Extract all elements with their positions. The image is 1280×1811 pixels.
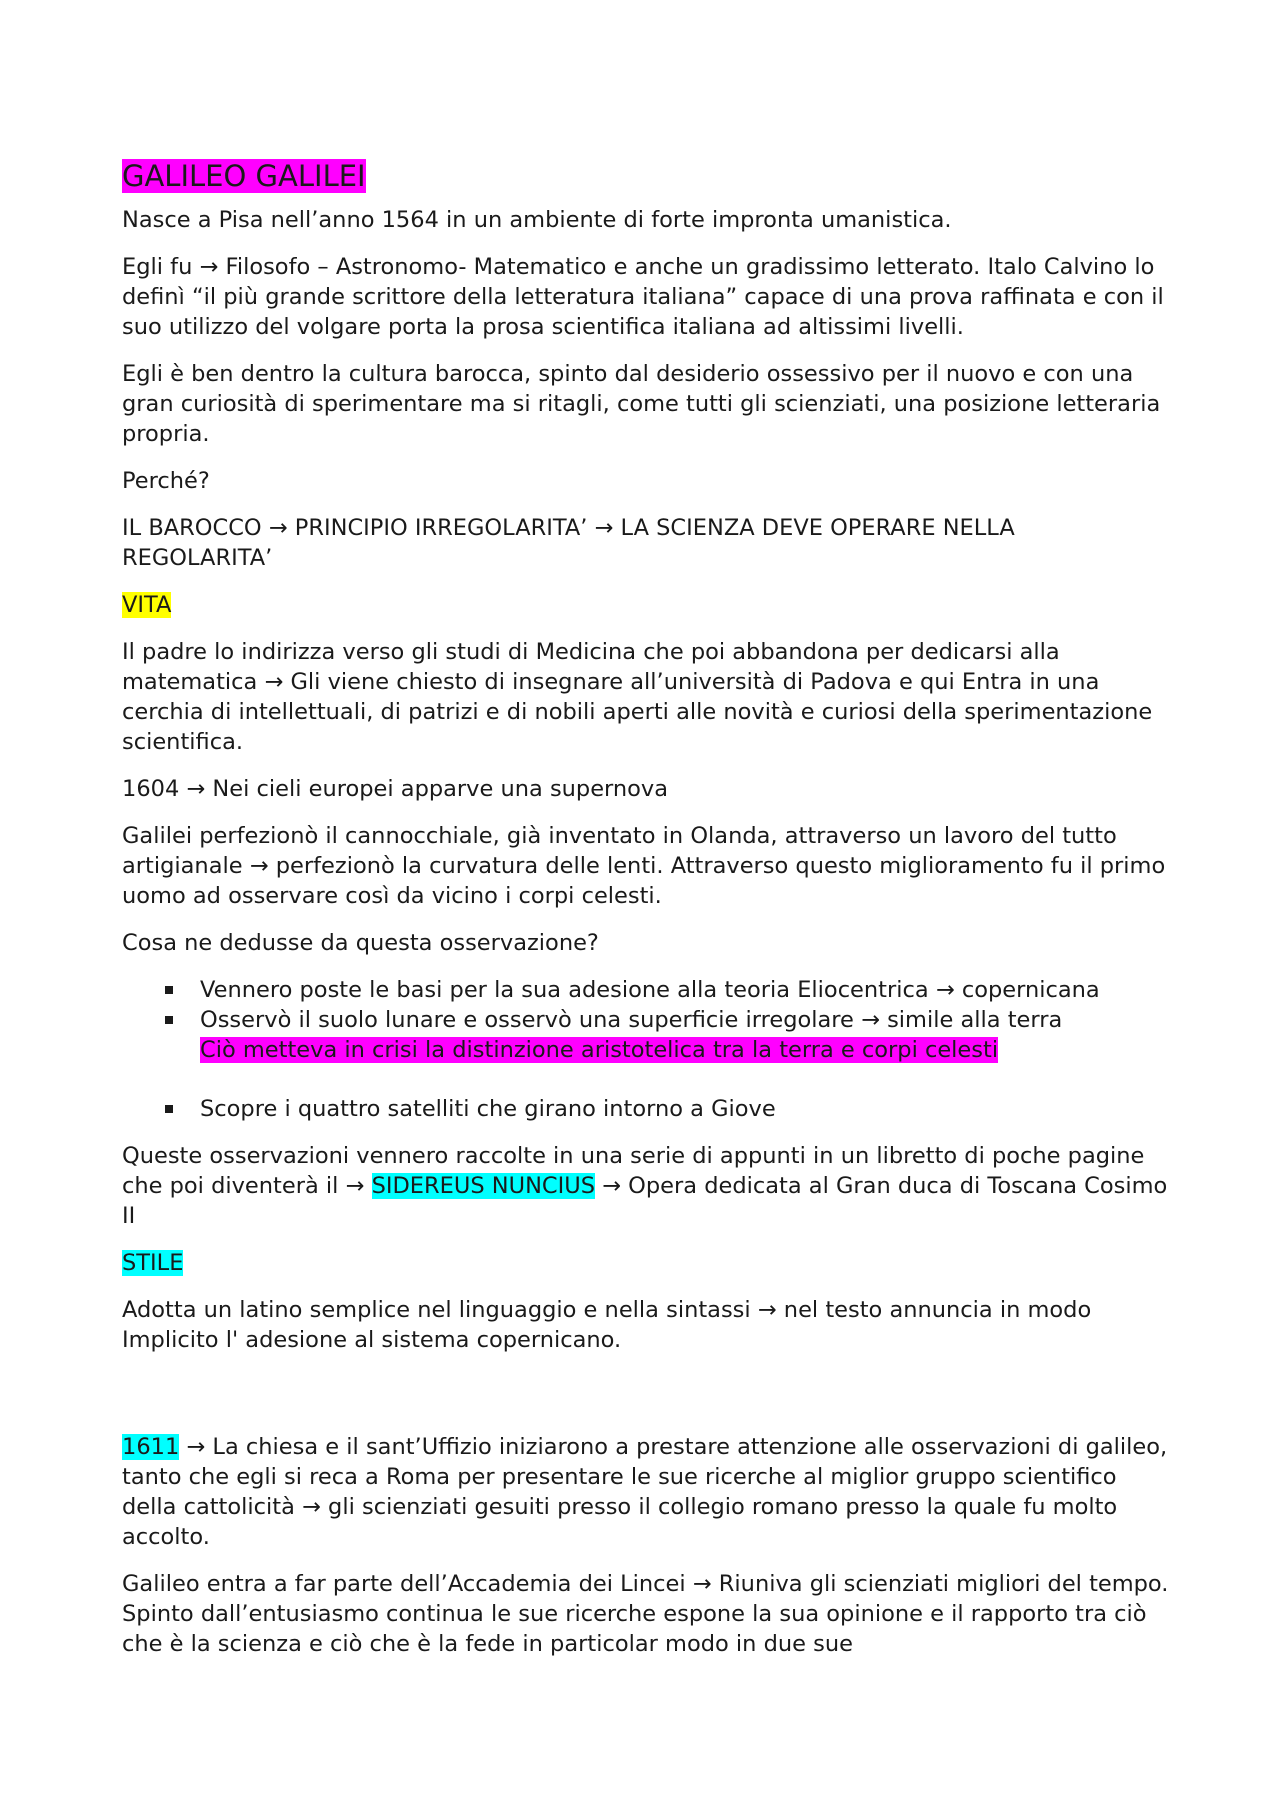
- text-segment: Nei cieli europei apparve una supernova: [205, 776, 669, 802]
- vita-highlight: VITA: [122, 592, 172, 618]
- text-segment: La chiesa e il sant’Uffizio iniziarono a prestare attenzione alle osservazioni di galileo, tanto che egli si reca a Roma per presentare le sue ricerche al miglior gruppo scientifico della cattolicità: [122, 1434, 1168, 1520]
- section-heading-stile: [122, 1248, 1172, 1278]
- text-segment: Opera dedicata al Gran duca di Toscana Cosimo II: [122, 1173, 1168, 1229]
- arrow-right-icon: →: [264, 669, 284, 695]
- observations-list: [122, 975, 1172, 1124]
- text-segment: PRINCIPIO IRREGOLARITA’: [287, 515, 595, 541]
- text-segment: perfezionò la curvatura delle lenti. Attraverso questo miglioramento fu il primo uomo ad osservare così da vicino i corpi celesti.: [122, 853, 1166, 909]
- list-spacer: [122, 1065, 1172, 1094]
- paragraph-birth: Nasce a Pisa nell’anno 1564 in un ambiente di forte impronta umanistica.: [122, 207, 952, 233]
- document-title: [122, 156, 1172, 196]
- paragraph-supernova: [122, 774, 1172, 804]
- text-segment: Scopre i quattro satelliti che girano intorno a Giove: [200, 1096, 776, 1122]
- text-segment: 1604: [122, 776, 187, 802]
- aristotle-highlight: Ciò metteva in crisi la distinzione aristotelica tra la terra e corpi celesti: [200, 1037, 999, 1063]
- text-segment: copernicana: [954, 977, 1100, 1003]
- arrow-right-icon: →: [345, 1173, 365, 1199]
- paragraph-baroque-culture: Egli è ben dentro la cultura barocca, spinto dal desiderio ossessivo per il nuovo e con una gran curiosità di sperimentare ma si ritagli, come tutti gli scienziati, una posizione letteraria propria.: [122, 361, 1161, 447]
- arrow-right-icon: →: [268, 515, 288, 541]
- paragraph-lincei: [122, 1569, 1172, 1659]
- section-heading-vita: [122, 590, 1172, 620]
- text-segment: Queste osservazioni vennero raccolte in una serie di appunti in un libretto di poche pagine che poi diventerà il: [122, 1143, 1145, 1199]
- text-segment: gli scienziati gesuiti presso il collegio romano presso la quale fu molto accolto.: [122, 1494, 1118, 1550]
- text-segment: Il padre lo indirizza verso gli studi di Medicina che poi abbandona per dedicarsi alla matematica: [122, 639, 1060, 695]
- year-highlight: 1611: [122, 1434, 180, 1460]
- text-segment: Filosofo – Astronomo- Matematico e anche un gradissimo letterato. Italo Calvino lo definì “il più grande scrittore della letteratura italiana” capace di una prova raffinata e con il suo utilizzo del volgare porta la prosa scientifica italiana ad altissimi livelli.: [122, 254, 1164, 340]
- paragraph-father: [122, 637, 1172, 757]
- text-segment: Galileo entra a far parte dell’Accademia dei Lincei: [122, 1571, 693, 1597]
- paragraph-baroque-principle: [122, 513, 1172, 573]
- list-bottom-gap: [122, 1124, 1172, 1141]
- text-segment: [364, 1173, 371, 1199]
- paragraph-telescope: [122, 821, 1172, 911]
- paragraph-roles: [122, 252, 1172, 342]
- title-highlight: GALILEO GALILEI: [122, 159, 366, 193]
- text-segment: Vennero poste le basi per la sua adesione alla teoria Eliocentrica: [200, 977, 936, 1003]
- list-item: [122, 975, 1172, 1005]
- text-segment: LA SCIENZA DEVE OPERARE NELLA REGOLARITA’: [122, 515, 1015, 571]
- arrow-right-icon: →: [757, 1297, 777, 1323]
- list-item: [122, 1005, 1172, 1065]
- paragraph-latin: [122, 1295, 1172, 1355]
- document-page: [122, 156, 1172, 1676]
- arrow-right-icon: →: [199, 254, 219, 280]
- blank-space: [122, 1372, 1172, 1432]
- paragraph-deduction-question: Cosa ne dedusse da questa osservazione?: [122, 930, 599, 956]
- arrow-right-icon: →: [861, 1007, 880, 1033]
- paragraph-question: Perché?: [122, 468, 210, 494]
- sidereus-highlight: SIDEREUS NUNCIUS: [371, 1173, 596, 1199]
- text-segment: Osservò il suolo lunare e osservò una superficie irregolare: [200, 1007, 862, 1033]
- arrow-right-icon: →: [302, 1494, 321, 1520]
- list-item: [122, 1094, 1172, 1124]
- text-segment: simile alla terra: [879, 1007, 1063, 1033]
- text-segment: Galilei perfezionò il cannocchiale, già inventato in Olanda, attraverso un lavoro del tutto artigianale: [122, 823, 1117, 879]
- arrow-right-icon: →: [594, 515, 614, 541]
- square-bullet-icon: [165, 1105, 173, 1113]
- text-segment: Adotta un latino semplice nel linguaggio e nella sintassi: [122, 1297, 758, 1323]
- square-bullet-icon: [165, 986, 173, 994]
- paragraph-sidereus: [122, 1141, 1172, 1231]
- text-segment: Riuniva gli scienziati migliori del tempo. Spinto dall’entusiasmo continua le sue ricerche espone la sua opinione e il rapporto tra ciò che è la scienza e ciò che è la fede in particolar modo in due sue: [122, 1571, 1169, 1657]
- arrow-right-icon: →: [249, 853, 269, 879]
- text-segment: nel testo annuncia in modo Implicito l' adesione al sistema copernicano.: [122, 1297, 1092, 1353]
- arrow-right-icon: →: [692, 1571, 712, 1597]
- text-segment: Gli viene chiesto di insegnare all’università di Padova e qui Entra in una cerchia di intellettuali, di patrizi e di nobili aperti alle novità e curiosi della sperimentazione scientifica.: [122, 669, 1153, 755]
- arrow-right-icon: →: [935, 977, 955, 1003]
- arrow-right-icon: →: [186, 776, 206, 802]
- square-bullet-icon: [165, 1016, 173, 1024]
- paragraph-1611: [122, 1432, 1172, 1552]
- text-segment: IL BAROCCO: [122, 515, 269, 541]
- arrow-right-icon: →: [602, 1173, 622, 1199]
- stile-highlight: STILE: [122, 1250, 184, 1276]
- text-segment: Egli fu: [122, 254, 200, 280]
- arrow-right-icon: →: [186, 1434, 206, 1460]
